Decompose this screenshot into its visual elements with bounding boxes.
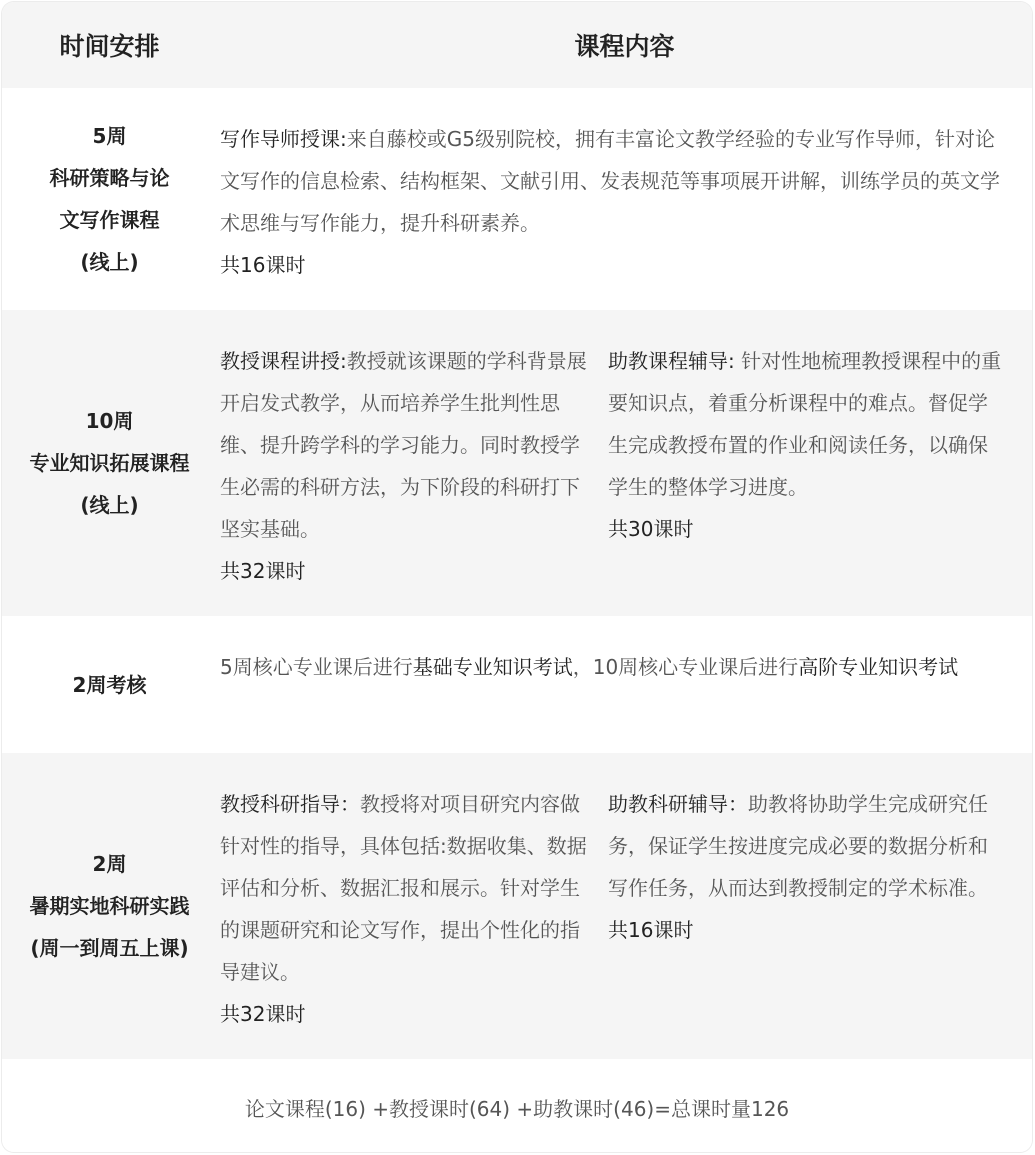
table-row-total bbox=[2, 1059, 1032, 1152]
assessment-text: ，10周核心专业课后进行 bbox=[572, 655, 799, 679]
block-hours: 共32课时 bbox=[220, 1002, 306, 1026]
table-row-assessment bbox=[2, 616, 1032, 753]
content-block-professor bbox=[220, 783, 595, 1035]
time-duration: 10周 bbox=[85, 409, 134, 433]
time-duration: 2周 bbox=[92, 852, 127, 876]
content-block-assistant bbox=[608, 340, 1003, 550]
block-hours: 共16课时 bbox=[608, 918, 694, 942]
time-mode: (线上) bbox=[80, 493, 139, 517]
block-hours: 共16课时 bbox=[220, 253, 306, 277]
block-title: 助教科研辅导： bbox=[608, 792, 748, 816]
content-block-assistant bbox=[608, 783, 1003, 951]
header-course-content: 课程内容 bbox=[574, 32, 675, 61]
time-course-name: 文写作课程 bbox=[59, 208, 160, 232]
block-hours: 共32课时 bbox=[220, 559, 306, 583]
content-block bbox=[220, 118, 1000, 286]
block-title: 助教课程辅导: bbox=[608, 349, 735, 373]
time-cell bbox=[2, 753, 217, 1059]
time-cell bbox=[2, 616, 217, 753]
course-schedule-table bbox=[2, 2, 1032, 1152]
table-row-field-research bbox=[2, 753, 1032, 1059]
time-cell bbox=[2, 88, 217, 310]
content-block bbox=[220, 646, 1000, 688]
time-cell bbox=[2, 310, 217, 616]
header-time-arrangement: 时间安排 bbox=[59, 32, 160, 61]
block-title: 写作导师授课: bbox=[220, 127, 347, 151]
time-course-name: 暑期实地科研实践 bbox=[29, 894, 190, 918]
time-course-name: 科研策略与论 bbox=[49, 166, 170, 190]
table-header bbox=[2, 2, 1032, 88]
time-course-name: 专业知识拓展课程 bbox=[29, 451, 190, 475]
assessment-text: 5周核心专业课后进行 bbox=[220, 655, 413, 679]
assessment-exam-advanced: 高阶专业知识考试 bbox=[798, 655, 959, 679]
time-duration: 5周 bbox=[92, 124, 127, 148]
block-body: 来自藤校或G5级别院校，拥有丰富论文教学经验的专业写作导师，针对论文写作的信息检索、结构框架、文献引用、发表规范等事项展开讲解，训练学员的英文学术思维与写作能力，提升科研素养。 bbox=[220, 127, 1000, 235]
block-title: 教授科研指导： bbox=[220, 792, 360, 816]
table-row-writing-course bbox=[2, 88, 1032, 310]
block-hours: 共30课时 bbox=[608, 517, 694, 541]
time-mode: (线上) bbox=[80, 250, 139, 274]
total-hours-summary: 论文课程(16) +教授课时(64) +助教课时(46)=总课时量126 bbox=[244, 1097, 790, 1121]
block-body: 教授就该课题的学科背景展开启发式教学，从而培养学生批判性思维、提升跨学科的学习能力。同时教授学生必需的科研方法，为下阶段的科研打下坚实基础。 bbox=[220, 349, 587, 541]
block-title: 教授课程讲授: bbox=[220, 349, 347, 373]
time-schedule: (周一到周五上课) bbox=[30, 936, 189, 960]
assessment-exam-basic: 基础专业知识考试 bbox=[412, 655, 573, 679]
block-body: 教授将对项目研究内容做针对性的指导，具体包括:数据收集、数据评估和分析、数据汇报和展示。针对学生的课题研究和论文写作，提出个性化的指导建议。 bbox=[220, 792, 587, 984]
content-block-professor bbox=[220, 340, 595, 592]
block-body: 助教将协助学生完成研究任务，保证学生按进度完成必要的数据分析和写作任务，从而达到教授制定的学术标准。 bbox=[608, 792, 988, 900]
table-row-knowledge-course bbox=[2, 310, 1032, 616]
time-duration: 2周考核 bbox=[72, 672, 147, 697]
block-body: 针对性地梳理教授课程中的重要知识点，着重分析课程中的难点。督促学生完成教授布置的作业和阅读任务，以确保学生的整体学习进度。 bbox=[608, 349, 1002, 499]
